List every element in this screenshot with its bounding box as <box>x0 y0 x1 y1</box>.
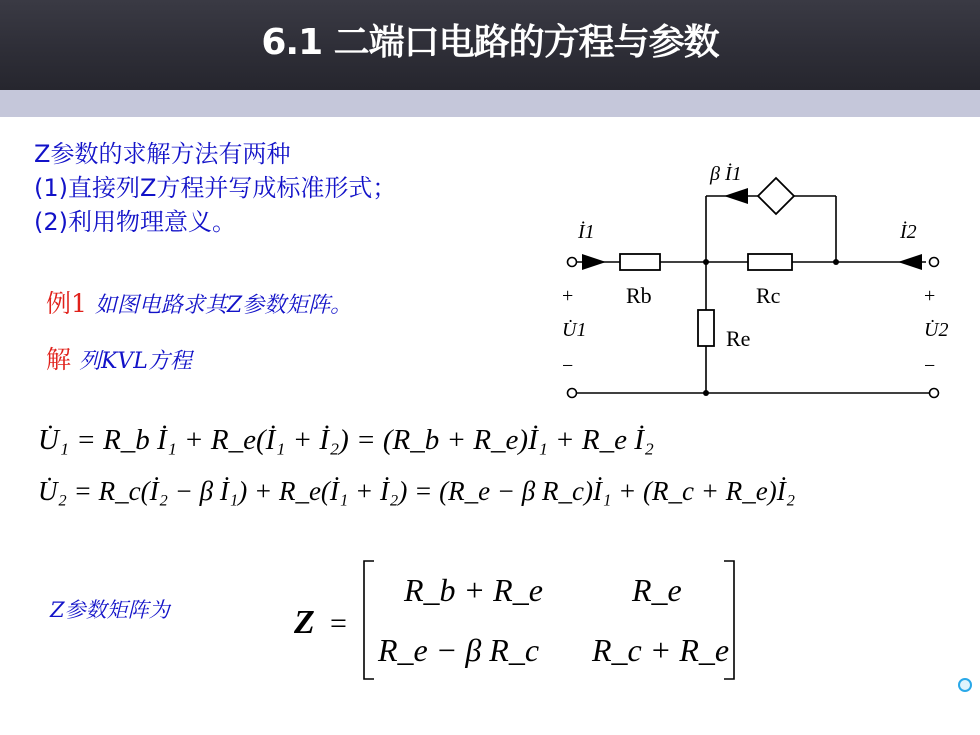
intro-line-3: (2)利用物理意义。 <box>34 208 236 236</box>
matrix-a21: R_e − β R_c <box>378 632 540 668</box>
kvl-equation-2: U̇₂ = R_c(İ₂ − β İ₁) + R_e(İ₁ + İ₂) = (R_e − β R_c)İ₁ + (R_c + R_e)İ₂ <box>38 476 796 506</box>
current-arrow-i2 <box>898 254 922 270</box>
label-u2: U̇2 <box>924 319 949 341</box>
label-rc: Rc <box>756 283 781 308</box>
current-arrow-i1 <box>582 254 606 270</box>
matrix-label: Z参数矩阵为 <box>50 598 170 622</box>
example-text: 如图电路求其Z参数矩阵。 <box>94 293 353 318</box>
title-underline-band <box>0 90 980 117</box>
label-i1: İ1 <box>578 221 595 243</box>
label-u1: U̇1 <box>562 319 587 341</box>
terminal-1-bottom <box>568 389 577 398</box>
label-re: Re <box>726 326 751 351</box>
label-i2: İ2 <box>900 221 917 243</box>
solution-label: 解 <box>46 345 72 374</box>
example-label: 例1 <box>46 289 87 318</box>
matrix-equals: = <box>330 607 347 640</box>
kvl-equation-1: U̇₁ = R_b İ₁ + R_e(İ₁ + İ₂) = (R_b + R_e)İ₁ + R_e İ₂ <box>38 424 654 456</box>
matrix-lhs: Z <box>294 604 315 641</box>
example-line <box>46 284 352 320</box>
resistor-rb <box>620 254 660 270</box>
terminal-2-bottom <box>930 389 939 398</box>
solution-text: 列KVL方程 <box>78 349 192 374</box>
circuit-diagram <box>548 150 958 410</box>
matrix-a22: R_c + R_e <box>592 632 730 668</box>
z-matrix <box>280 555 750 685</box>
slide-decoration-circle-icon <box>958 678 972 692</box>
resistor-re <box>698 310 714 346</box>
terminal-2-top <box>930 258 939 267</box>
page-title: 6.1 二端口电路的方程与参数 <box>261 22 719 63</box>
dependent-source-arrow <box>724 188 748 204</box>
label-minus-1: − <box>562 355 574 377</box>
intro-line-1: Z参数的求解方法有两种 <box>34 140 291 168</box>
intro-line-2: (1)直接列Z方程并写成标准形式； <box>34 174 397 202</box>
matrix-left-bracket <box>364 561 374 679</box>
label-plus-1: + <box>562 285 574 307</box>
label-source: β İ1 <box>710 163 742 185</box>
label-plus-2: + <box>924 285 936 307</box>
title-bar <box>0 0 980 90</box>
resistor-rc <box>748 254 792 270</box>
matrix-a12: R_e <box>632 572 682 608</box>
label-minus-2: − <box>924 355 936 377</box>
matrix-a11: R_b + R_e <box>404 572 543 608</box>
dependent-source-diamond <box>758 178 794 214</box>
solution-line <box>46 340 192 376</box>
terminal-1-top <box>568 258 577 267</box>
label-rb: Rb <box>626 283 652 308</box>
